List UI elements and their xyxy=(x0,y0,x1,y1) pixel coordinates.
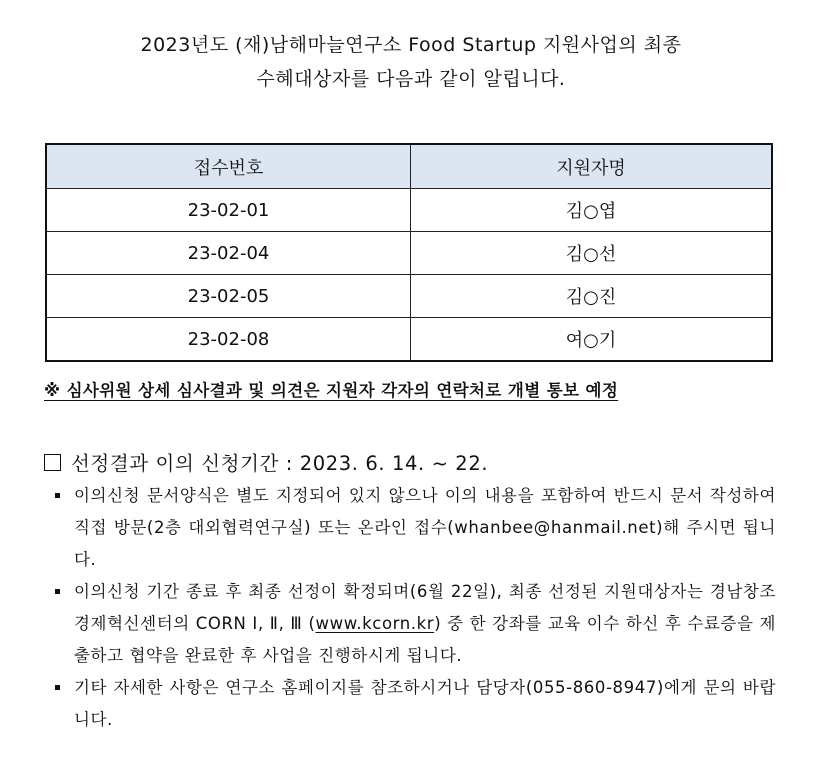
final-selection-text-part-2: ) 중 한 강좌를 교육 이수 하신 후 수료증을 제출하고 협약을 완료한 후 사업을 진행하시게 됩니다. xyxy=(74,614,777,665)
list-item xyxy=(52,480,776,576)
list-item xyxy=(52,672,776,736)
intro-line-1: 2023년도 (재)남해마늘연구소 Food Startup 지원사업의 최종 xyxy=(140,34,682,56)
checkbox-square-icon xyxy=(44,454,61,471)
column-header-applicant-name: 지원자명 xyxy=(411,144,773,189)
objection-method-text: 이의신청 문서양식은 별도 지정되어 있지 않으나 이의 내용을 포함하여 반드시 문서 작성하여 직접 방문(2층 대외협력연구실) 또는 온라인 접수(whanbee@hanmail.net)해 주시면 됩니다. xyxy=(74,486,776,569)
applicant-name-cell: 김○엽 xyxy=(411,189,773,232)
intro-text xyxy=(0,28,822,96)
objection-period-heading xyxy=(44,448,488,476)
applicant-name-cell: 김○진 xyxy=(411,275,773,318)
table-row xyxy=(46,275,772,318)
receipt-number-cell: 23-02-08 xyxy=(46,318,411,362)
kcorn-website-link[interactable]: www.kcorn.kr xyxy=(315,614,435,633)
table-row xyxy=(46,318,772,362)
table-row xyxy=(46,232,772,275)
list-item xyxy=(52,576,776,672)
table-row xyxy=(46,189,772,232)
intro-line-2: 수혜대상자를 다음과 같이 알립니다. xyxy=(256,68,566,90)
applicant-name-cell: 여○기 xyxy=(411,318,773,362)
column-header-receipt-number: 접수번호 xyxy=(46,144,411,189)
bullet-square-icon xyxy=(55,493,60,498)
bullet-square-icon xyxy=(55,685,60,690)
contact-info-text: 기타 자세한 사항은 연구소 홈페이지를 참조하시거나 담당자(055-860-8947)에게 문의 바랍니다. xyxy=(74,678,776,729)
applicant-name-cell: 김○선 xyxy=(411,232,773,275)
receipt-number-cell: 23-02-01 xyxy=(46,189,411,232)
receipt-number-cell: 23-02-04 xyxy=(46,232,411,275)
final-selection-text-part-1: 이의신청 기간 종료 후 최종 선정이 확정되며(6월 22일), 최종 선정된 지원대상자는 경남창조경제혁신센터의 CORN Ⅰ, Ⅱ, Ⅲ ( xyxy=(74,582,776,633)
table-header-row xyxy=(46,144,772,189)
details-list xyxy=(52,480,776,736)
objection-period-title: 선정결과 이의 신청기간 : 2023. 6. 14. ~ 22. xyxy=(71,452,489,475)
recipients-table xyxy=(45,143,773,362)
receipt-number-cell: 23-02-05 xyxy=(46,275,411,318)
evaluation-notice: ※ 심사위원 상세 심사결과 및 의견은 지원자 각자의 연락처로 개별 통보 예정 xyxy=(44,381,619,400)
bullet-square-icon xyxy=(55,589,60,594)
